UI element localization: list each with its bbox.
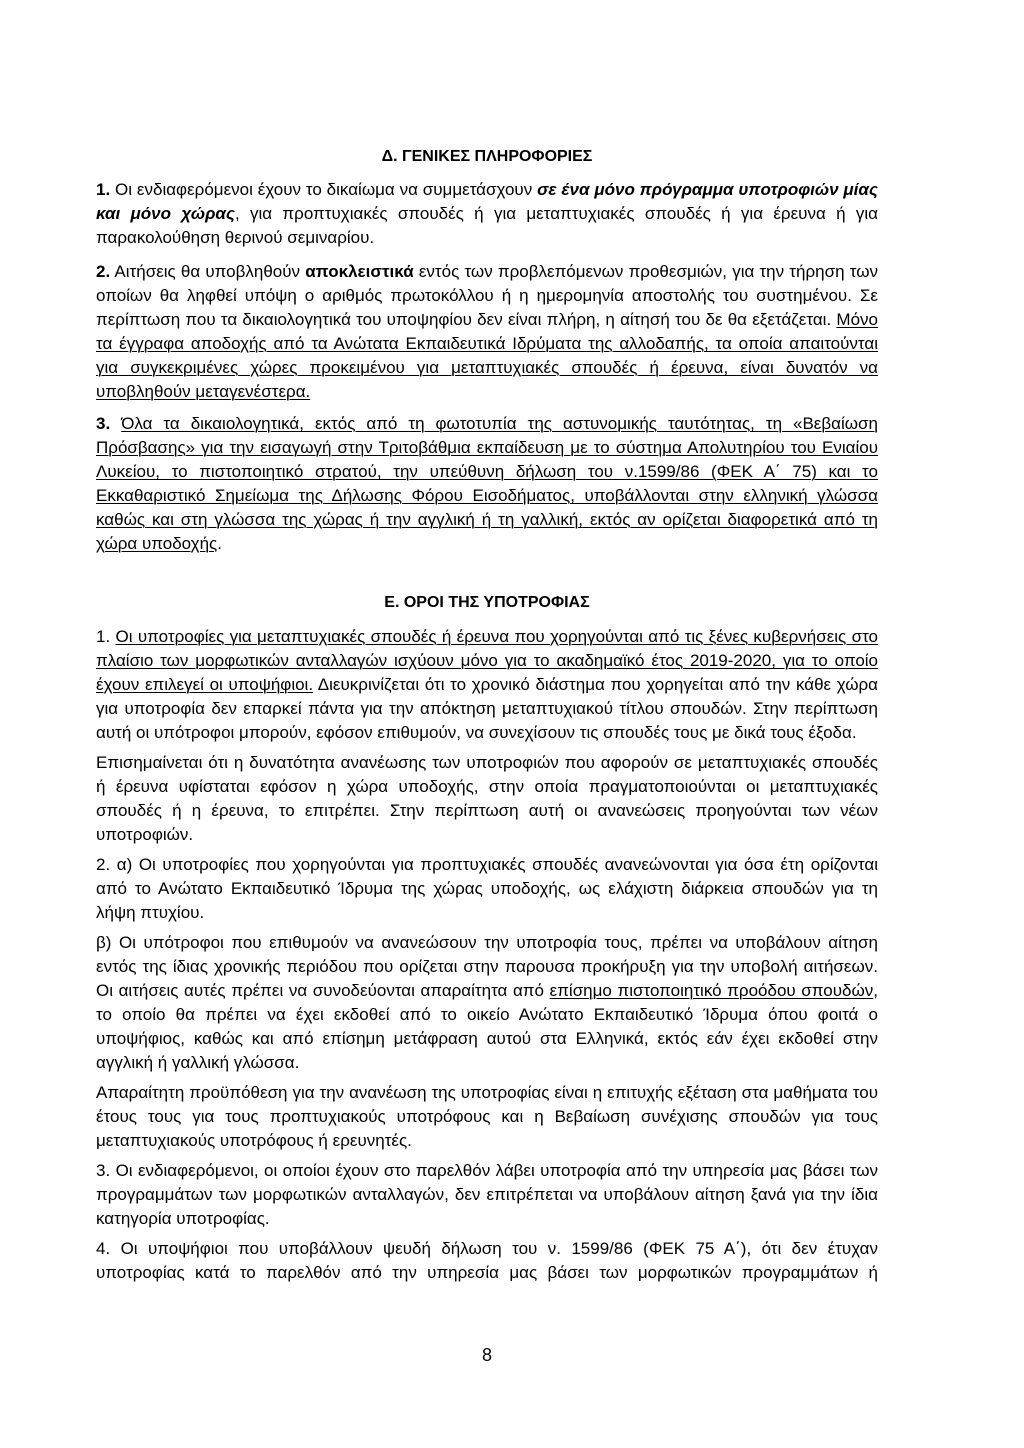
section-d-heading: Δ. ΓΕΝΙΚΕΣ ΠΛΗΡΟΦΟΡΙΕΣ: [381, 148, 593, 165]
section-e-renewal-note: Επισημαίνεται ότι η δυνατότητα ανανέωσης των υποτροφιών που αφορούν σε μεταπτυχιακές σπουδές ή έρευνα υφίσταται εφόσον η χώρα υποδοχής, στην οποία πραγματοποιούνται οι μεταπτυχιακές σπουδές ή η έρευνα, το επιτρέπει. Στην περίπτωση αυτή οι ανανεώσεις προηγούνται των νέων υποτροφιών.: [96, 753, 878, 844]
underlined-text: Μόνο τα έγγραφα αποδοχής από τα Ανώτατα Εκπαιδευτικά Ιδρύματα της αλλοδαπής, τα οποία απαιτούνται για συγκεκριμένες χώρες προκειμένου για μεταπτυχιακές σπουδές ή έρευνα, είναι δυνατόν να υποβληθούν μεταγενέστερα.: [96, 310, 878, 401]
item-number: 1.: [96, 180, 111, 199]
item-text: Αιτήσεις θα υποβληθούν: [114, 262, 301, 281]
section-d-item-3: [96, 412, 878, 556]
item-text: , για προπτυχιακές σπουδές ή για μεταπτυχιακές σπουδές ή για έρευνα ή για παρακολούθηση θερινού σεμιναρίου.: [96, 204, 878, 247]
item-text: , το οποίο θα πρέπει να έχει εκδοθεί από το οικείο Ανώτατο Εκπαιδευτικό Ίδρυμα όπου φοιτά ο υποψήφιος, καθώς και από επίσημη μετάφραση αυτού στα Ελληνικά, εκτός εάν έχει εκδοθεί στην αγγλική ή γαλλική γλώσσα.: [96, 981, 878, 1072]
section-e-item-2b: [96, 931, 878, 1075]
section-d-item-1: [96, 178, 878, 250]
item-text: εντός των προβλεπόμενων προθεσμιών, για την τήρηση των οποίων θα ληφθεί υπόψη ο αριθμός πρωτοκόλλου ή η ημερομηνία αποστολής του συστημένου. Σε περίπτωση που τα δικαιολογητικά του υποψηφίου δεν είναι πλήρη, η αίτησή του δε θα εξετάζεται.: [96, 262, 878, 329]
section-e-item-3: 3. Οι ενδιαφερόμενοι, οι οποίοι έχουν στο παρελθόν λάβει υποτροφία από την υπηρεσία μας βάσει των προγραμμάτων των μορφωτικών ανταλλαγών, δεν επιτρέπεται να υποβάλουν αίτηση ξανά για την ίδια κατηγορία υποτροφίας.: [96, 1161, 878, 1228]
underlined-text: επίσημο πιστοποιητικό προόδου σπουδών: [549, 981, 874, 1000]
section-e-item-4: 4. Οι υποψήφιοι που υποβάλλουν ψευδή δήλωση του ν. 1599/86 (ΦΕΚ 75 Α΄), ότι δεν έτυχαν υποτροφίας κατά το παρελθόν από την υπηρεσία μας βάσει των μορφωτικών προγραμμάτων ή: [96, 1239, 878, 1282]
section-e-item-1: [96, 625, 878, 745]
section-e-heading: Ε. ΟΡΟΙ ΤΗΣ ΥΠΟΤΡΟΦΙΑΣ: [384, 594, 590, 611]
item-number: 2.: [96, 262, 111, 281]
item-text: Οι ενδιαφερόμενοι έχουν το δικαίωμα να συμμετάσχουν: [115, 180, 533, 199]
item-text: Διευκρινίζεται ότι το χρονικό διάστημα που χορηγείται από την κάθε χώρα για υποτροφία δεν επαρκεί πάντα για την απόκτηση μεταπτυχιακού τίτλου σπουδών. Στην περίπτωση αυτή οι υπότροφοι μπορούν, εφόσον επιθυμούν, να συνεχίσουν τις σπουδές τους με δικά τους έξοδα.: [96, 675, 878, 742]
item-number: 1.: [96, 627, 111, 646]
page-number: 8: [481, 1345, 492, 1365]
underlined-text: Οι υποτροφίες για μεταπτυχιακές σπουδές ή έρευνα που χορηγούνται από τις ξένες κυβερνήσεις στο πλαίσιο των μορφωτικών ανταλλαγών ισχύουν μόνο για το ακαδημαϊκό έτος 2019-2020, για το οποίο έχουν επιλεγεί οι υποψήφιοι.: [96, 627, 878, 694]
section-d-item-2: [96, 260, 878, 404]
item-text: .: [217, 534, 222, 553]
item-text: β) Οι υπότροφοι που επιθυμούν να ανανεώσουν την υποτροφία τους, πρέπει να υποβάλουν αίτηση εντός της ίδιας χρονικής περιόδου που ορίζεται στην παρουσα προκήρυξη για την υποβολή αιτήσεων. Οι αιτήσεις αυτές πρέπει να συνοδεύονται απαραίτητα από: [96, 933, 878, 1000]
section-e-prerequisite-note: Απαραίτητη προϋπόθεση για την ανανέωση της υποτροφίας είναι η επιτυχής εξέταση στα μαθήματα του έτους τους για τους προπτυχιακούς υποτρόφους και η Βεβαίωση συνέχισης σπουδών για τους μεταπτυχιακούς υποτρόφους ή ερευνητές.: [96, 1083, 878, 1150]
item-number: 3.: [96, 414, 111, 433]
bold-emphasis: αποκλειστικά: [305, 262, 414, 281]
page-body: [96, 145, 878, 1285]
bold-italic-emphasis: σε ένα μόνο πρόγραμμα υποτροφιών μίας και μόνο χώρας: [96, 180, 878, 223]
section-e-item-2a: 2. α) Οι υποτροφίες που χορηγούνται για προπτυχιακές σπουδές ανανεώνονται για όσα έτη ορίζονται από το Ανώτατο Εκπαιδευτικό Ίδρυμα της χώρας υποδοχής, ως ελάχιστη διάρκεια σπουδών για τη λήψη πτυχίου.: [96, 855, 878, 922]
underlined-text: Όλα τα δικαιολογητικά, εκτός από τη φωτοτυπία της αστυνομικής ταυτότητας, τη «Βεβαίωση Πρόσβασης» για την εισαγωγή στην Τριτοβάθμια εκπαίδευση με το σύστημα Απολυτηρίου του Ενιαίου Λυκείου, το πιστοποιητικό στρατού, την υπεύθυνη δήλωση του ν.1599/86 (ΦΕΚ Α΄ 75) και το Εκκαθαριστικό Σημείωμα της Δήλωσης Φόρου Εισοδήματος, υποβάλλονται στην ελληνική γλώσσα καθώς και στη γλώσσα της χώρας ή την αγγλική ή τη γαλλική, εκτός αν ορίζεται διαφορετικά από τη χώρα υποδοχής: [96, 414, 878, 553]
